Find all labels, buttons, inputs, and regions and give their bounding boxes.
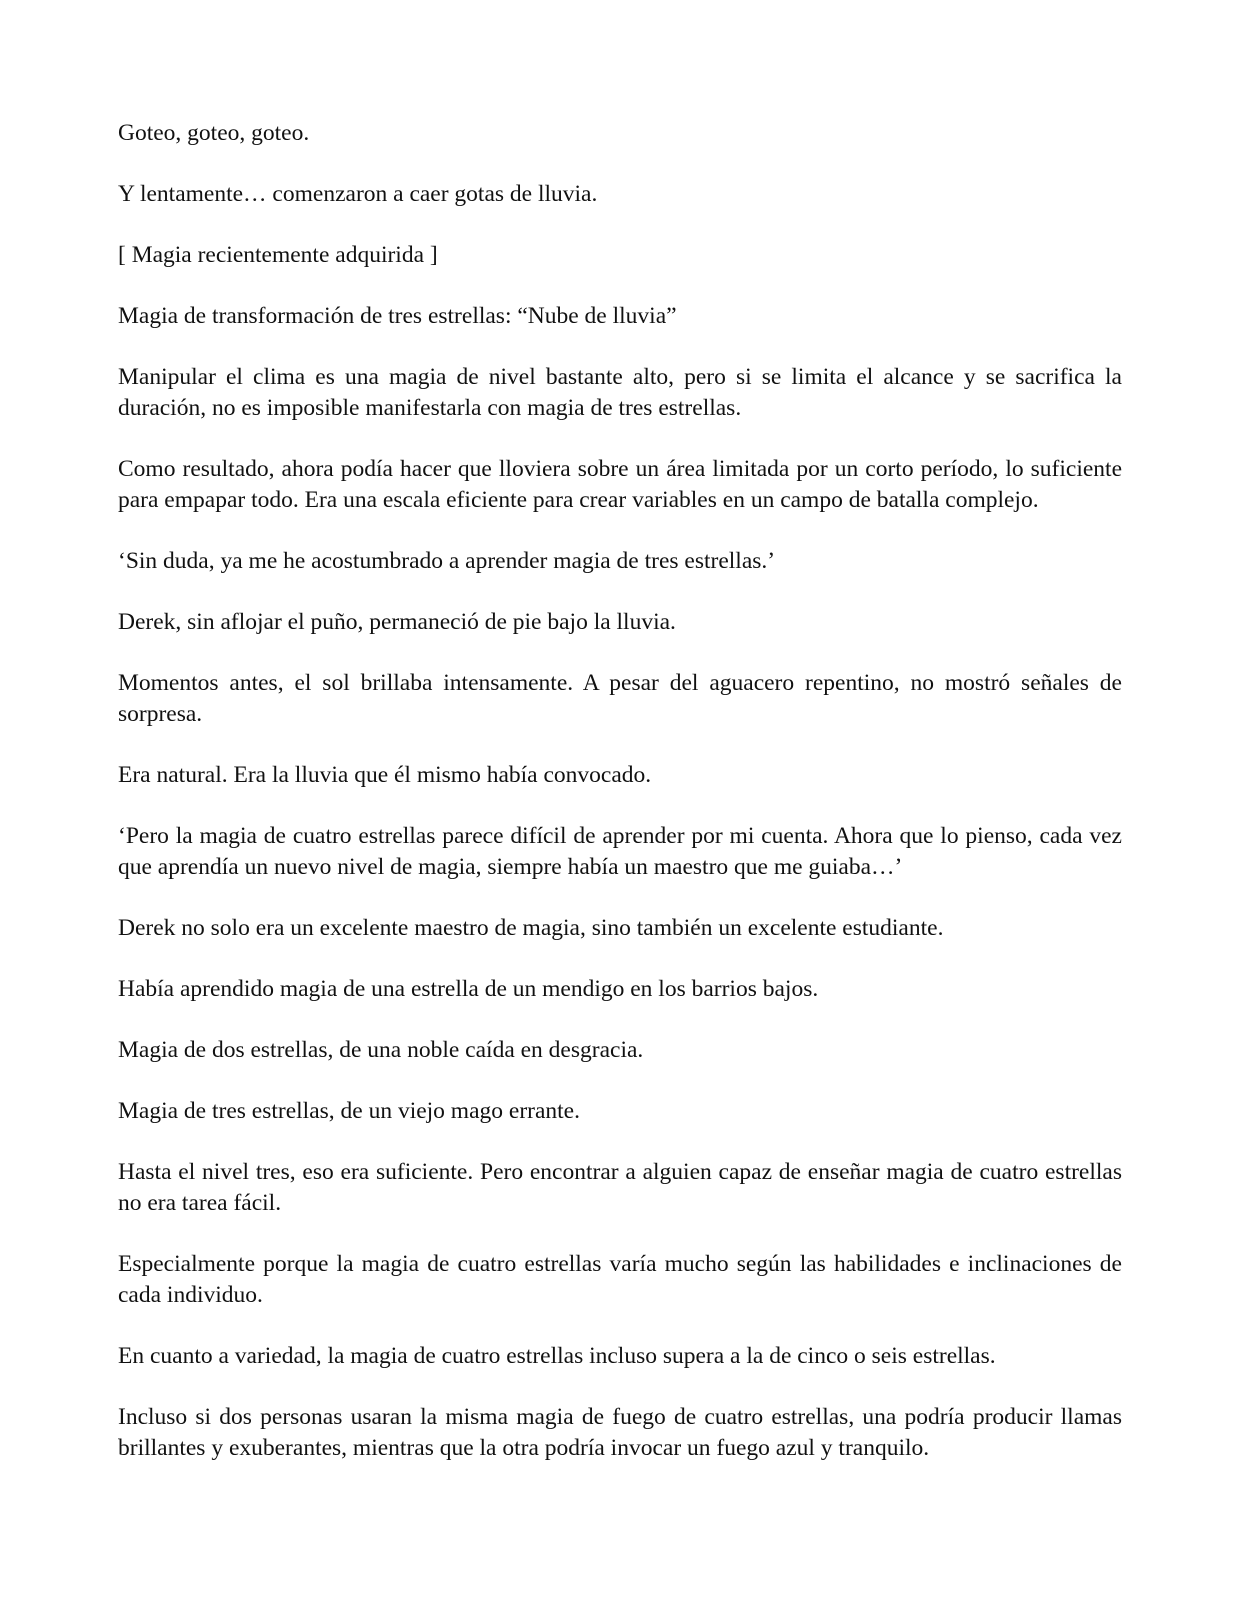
paragraph: Incluso si dos personas usaran la misma magia de fuego de cuatro estrellas, una podría producir llamas brillantes y exuberantes, mientras que la otra podría invocar un fuego azul y tranquilo. [118,1404,1122,1461]
paragraph: En cuanto a variedad, la magia de cuatro estrellas incluso supera a la de cinco o seis estrellas. [118,1343,996,1369]
paragraph: Y lentamente… comenzaron a caer gotas de lluvia. [118,181,598,207]
paragraph: Hasta el nivel tres, eso era suficiente. Pero encontrar a alguien capaz de enseñar magia de cuatro estrellas no era tarea fácil. [118,1159,1122,1216]
paragraph: Momentos antes, el sol brillaba intensamente. A pesar del aguacero repentino, no mostró señales de sorpresa. [118,670,1122,727]
paragraph: [ Magia recientemente adquirida ] [118,242,438,268]
paragraph: ‘Sin duda, ya me he acostumbrado a aprender magia de tres estrellas.’ [118,548,776,574]
paragraph: Derek, sin aflojar el puño, permaneció de pie bajo la lluvia. [118,609,676,635]
paragraph: Especialmente porque la magia de cuatro estrellas varía mucho según las habilidades e inclinaciones de cada individuo. [118,1251,1122,1308]
paragraph: Derek no solo era un excelente maestro de magia, sino también un excelente estudiante. [118,915,944,941]
paragraph: Había aprendido magia de una estrella de un mendigo en los barrios bajos. [118,976,819,1002]
paragraph: Manipular el clima es una magia de nivel bastante alto, pero si se limita el alcance y se sacrifica la duración, no es imposible manifestarla con magia de tres estrellas. [118,364,1122,421]
paragraph: Magia de dos estrellas, de una noble caída en desgracia. [118,1037,644,1063]
paragraph: ‘Pero la magia de cuatro estrellas parece difícil de aprender por mi cuenta. Ahora que lo pienso, cada vez que aprendía un nuevo nivel de magia, siempre había un maestro que me guiaba…’ [118,823,1122,880]
document-body [118,118,1122,1494]
paragraph: Magia de transformación de tres estrellas: “Nube de lluvia” [118,303,677,329]
paragraph: Como resultado, ahora podía hacer que lloviera sobre un área limitada por un corto período, lo suficiente para empapar todo. Era una escala eficiente para crear variables en un campo de batalla complejo. [118,456,1122,513]
paragraph: Magia de tres estrellas, de un viejo mago errante. [118,1098,580,1124]
paragraph: Era natural. Era la lluvia que él mismo había convocado. [118,762,652,788]
paragraph: Goteo, goteo, goteo. [118,120,310,146]
